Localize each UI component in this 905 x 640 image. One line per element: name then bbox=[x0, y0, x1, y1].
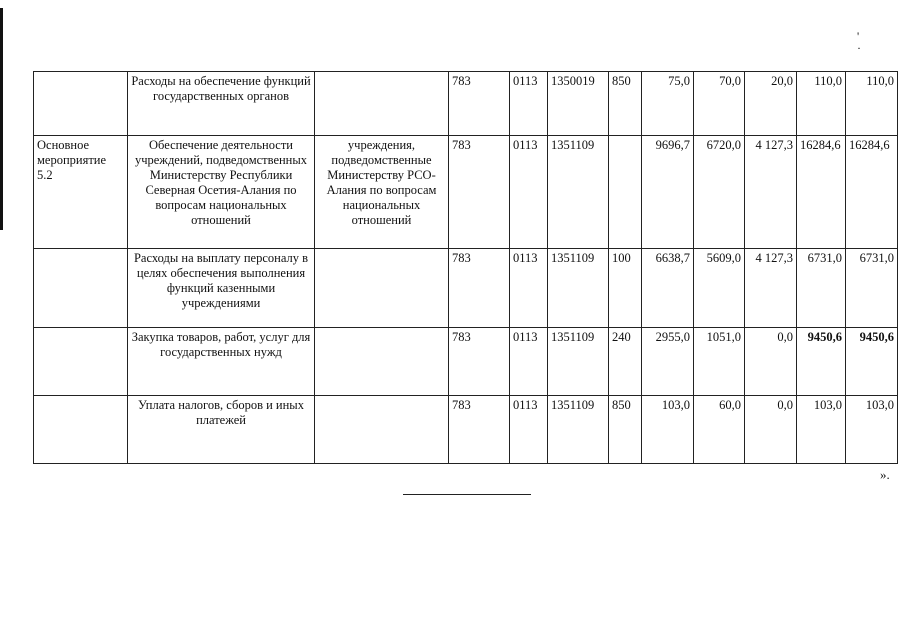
expense-type-cell: 850 bbox=[609, 72, 642, 136]
expense-type-cell bbox=[609, 136, 642, 249]
amount-year1-cell: 2955,0 bbox=[642, 328, 694, 396]
amount-year3-cell: 20,0 bbox=[745, 72, 797, 136]
amount-year2-cell: 70,0 bbox=[694, 72, 745, 136]
event-cell bbox=[34, 328, 128, 396]
amount-year4-cell: 110,0 bbox=[797, 72, 846, 136]
event-cell bbox=[34, 72, 128, 136]
amount-year4-cell: 9450,6 bbox=[797, 328, 846, 396]
description-cell: Закупка товаров, работ, услуг для государственных нужд bbox=[128, 328, 315, 396]
description-cell: Расходы на обеспечение функций государственных органов bbox=[128, 72, 315, 136]
description-cell: Расходы на выплату персоналу в целях обеспечения выполнения функций казенными учреждениями bbox=[128, 249, 315, 328]
amount-year3-cell: 0,0 bbox=[745, 396, 797, 464]
corner-marks: ' · bbox=[857, 29, 879, 55]
amount-year4-cell: 16284,6 bbox=[797, 136, 846, 249]
grbs-code-cell: 783 bbox=[449, 249, 510, 328]
expense-type-cell: 850 bbox=[609, 396, 642, 464]
target-article-cell: 1351109 bbox=[548, 396, 609, 464]
section-code-cell: 0113 bbox=[510, 136, 548, 249]
amount-year1-cell: 75,0 bbox=[642, 72, 694, 136]
event-cell bbox=[34, 249, 128, 328]
target-article-cell: 1351109 bbox=[548, 136, 609, 249]
amount-year4-cell: 103,0 bbox=[797, 396, 846, 464]
table-row bbox=[34, 328, 898, 396]
table-row bbox=[34, 72, 898, 136]
grbs-code-cell: 783 bbox=[449, 136, 510, 249]
amount-year3-cell: 4 127,3 bbox=[745, 249, 797, 328]
budget-table bbox=[33, 71, 898, 464]
target-article-cell: 1350019 bbox=[548, 72, 609, 136]
amount-year1-cell: 9696,7 bbox=[642, 136, 694, 249]
closing-quote: ». bbox=[880, 467, 890, 482]
section-code-cell: 0113 bbox=[510, 396, 548, 464]
executor-cell bbox=[315, 249, 449, 328]
description-cell: Уплата налогов, сборов и иных платежей bbox=[128, 396, 315, 464]
section-code-cell: 0113 bbox=[510, 249, 548, 328]
executor-cell: учреждения, подведомственные Министерству РСО-Алания по вопросам национальных отношений bbox=[315, 136, 449, 249]
table-row bbox=[34, 136, 898, 249]
grbs-code-cell: 783 bbox=[449, 328, 510, 396]
target-article-cell: 1351109 bbox=[548, 249, 609, 328]
amount-year2-cell: 5609,0 bbox=[694, 249, 745, 328]
section-code-cell: 0113 bbox=[510, 328, 548, 396]
grbs-code-cell: 783 bbox=[449, 396, 510, 464]
expense-type-cell: 100 bbox=[609, 249, 642, 328]
executor-cell bbox=[315, 396, 449, 464]
executor-cell bbox=[315, 328, 449, 396]
table-row bbox=[34, 396, 898, 464]
table-row bbox=[34, 249, 898, 328]
amount-year3-cell: 0,0 bbox=[745, 328, 797, 396]
expense-type-cell: 240 bbox=[609, 328, 642, 396]
amount-year5-cell: 103,0 bbox=[846, 396, 898, 464]
description-cell: Обеспечение деятельности учреждений, подведомственных Министерству Республики Северная Осетия-Алания по вопросам национальных отношений bbox=[128, 136, 315, 249]
event-cell: Основное мероприятие 5.2 bbox=[34, 136, 128, 249]
amount-year5-cell: 6731,0 bbox=[846, 249, 898, 328]
section-code-cell: 0113 bbox=[510, 72, 548, 136]
amount-year2-cell: 6720,0 bbox=[694, 136, 745, 249]
amount-year5-cell: 16284,6 bbox=[846, 136, 898, 249]
executor-cell bbox=[315, 72, 449, 136]
amount-year1-cell: 6638,7 bbox=[642, 249, 694, 328]
amount-year3-cell: 4 127,3 bbox=[745, 136, 797, 249]
amount-year5-cell: 9450,6 bbox=[846, 328, 898, 396]
amount-year2-cell: 60,0 bbox=[694, 396, 745, 464]
amount-year2-cell: 1051,0 bbox=[694, 328, 745, 396]
target-article-cell: 1351109 bbox=[548, 328, 609, 396]
amount-year5-cell: 110,0 bbox=[846, 72, 898, 136]
footer-rule bbox=[403, 494, 531, 495]
amount-year4-cell: 6731,0 bbox=[797, 249, 846, 328]
event-cell bbox=[34, 396, 128, 464]
amount-year1-cell: 103,0 bbox=[642, 396, 694, 464]
margin-bar bbox=[0, 8, 3, 230]
grbs-code-cell: 783 bbox=[449, 72, 510, 136]
